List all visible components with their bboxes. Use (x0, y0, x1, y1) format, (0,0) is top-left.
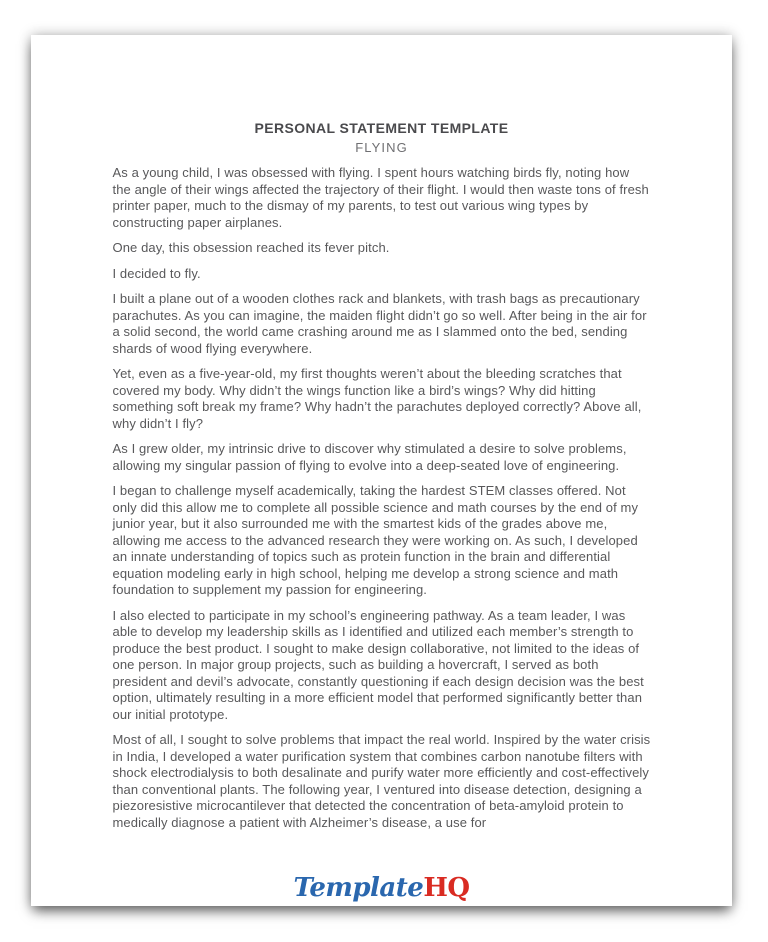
paragraph: I built a plane out of a wooden clothes rack and blankets, with trash bags as precautionary parachutes. As you can imagine, the maiden flight didn’t go so well. After being in the air for a solid second, the world came crashing around me as I slammed onto the bed, sending shards of wood flying everywhere. (112, 291, 647, 356)
templatehq-logo (31, 873, 732, 903)
document-body (113, 165, 651, 831)
paragraph: As a young child, I was obsessed with flying. I spent hours watching birds fly, noting how the angle of their wings affected the trajectory of their flight. I would then waste tons of fresh printer paper, much to the dismay of my parents, to test out various wing types by constructing paper airplanes. (112, 165, 649, 230)
document-subtitle: FLYING (355, 140, 408, 155)
paragraph: I also elected to participate in my school’s engineering pathway. As a team leader, I was able to develop my leadership skills as I identified and utilized each member’s strength to produce the best product. I sought to make design collaborative, not limited to the ideas of one person. In major group projects, such as building a hovercraft, I served as both president and devil’s advocate, constantly questioning if each design decision was the best option, ultimately resulting in a more efficient model that performed significantly better than our initial prototype. (112, 607, 644, 722)
paragraph: One day, this obsession reached its fever pitch. (112, 240, 390, 255)
paragraph: I began to challenge myself academically, taking the hardest STEM classes offered. Not only did this allow me to complete all possible science and math courses by the end of my junior year, but it also surrounded me with the smartest kids of the grades above me, allowing me access to the advanced research they were working on. As such, I developed an innate understanding of topics such as protein function in the brain and differential equation modeling early in high school, helping me develop a strong science and math foundation to supplement my passion for engineering. (112, 483, 639, 597)
paragraph: Most of all, I sought to solve problems that impact the real world. Inspired by the water crisis in India, I developed a water purification system that combines carbon nanotube filters with shock electrodialysis to both desalinate and purify water more efficiently and cost-effectively than conventional plants. The following year, I ventured into disease detection, designing a piezoresistive microcantilever that detected the concentration of beta-amyloid protein to medically diagnose a patient with Alzheimer’s disease, a use for (112, 732, 651, 830)
logo-text-hq: HQ (423, 873, 470, 903)
document-title: PERSONAL STATEMENT TEMPLATE (254, 120, 509, 136)
document-page (31, 35, 732, 906)
paragraph: As I grew older, my intrinsic drive to discover why stimulated a desire to solve problems, allowing my singular passion of flying to evolve into a deep-seated love of engineering. (112, 441, 627, 473)
paragraph: Yet, even as a five-year-old, my first thoughts weren’t about the bleeding scratches that covered my body. Why didn’t the wings function like a bird’s wings? Why did hitting something soft break my frame? Why hadn’t the parachutes deployed correctly? Above all, why didn’t I fly? (112, 366, 642, 431)
paragraph: I decided to fly. (112, 265, 201, 281)
logo-text-template: Template (293, 873, 424, 903)
